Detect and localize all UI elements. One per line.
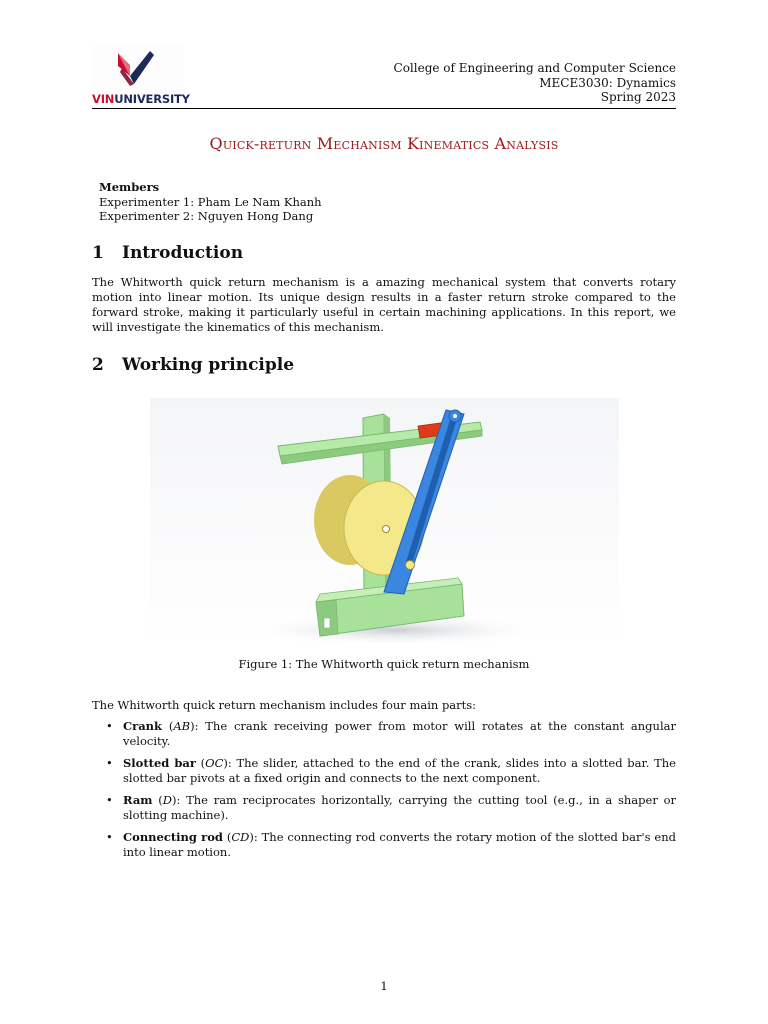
list-item: • Slotted bar (OC): The slider, attached to the end of the crank, slides into a slotted bar. The slotted bar pivots at a fixed origin and connects to the next component. — [106, 756, 676, 785]
part-symbol: AB — [173, 719, 191, 733]
parts-intro: The Whitworth quick return mechanism includes four main parts: — [92, 698, 477, 712]
part-term: Slotted bar — [123, 756, 196, 770]
page-number: 1 — [380, 979, 388, 993]
part-description: : The connecting rod converts the rotary motion of the slotted bar's end into linear motion. — [123, 830, 676, 859]
part-symbol: D — [162, 793, 172, 807]
members-label: Members — [99, 180, 160, 194]
member-line: Experimenter 1: Pham Le Nam Khanh — [99, 194, 322, 209]
logo-v-icon — [92, 46, 184, 92]
part-symbol: CD — [231, 830, 250, 844]
header-divider — [92, 108, 676, 109]
list-item: • Ram (D): The ram reciprocates horizontally, carrying the cutting tool (e.g., in a shaper or slotting machine). — [106, 793, 676, 822]
header-institution — [394, 61, 676, 105]
header-line-term: Spring 2023 — [600, 90, 676, 104]
vinuniversity-logo — [92, 46, 190, 106]
list-item: • Connecting rod (CD): The connecting rod converts the rotary motion of the slotted bar's end into linear motion. — [106, 830, 676, 859]
parts-list — [92, 719, 676, 867]
bullet-icon: • — [106, 719, 113, 733]
logo-wordmark-university: UNIVERSITY — [114, 92, 190, 106]
part-description: : The crank receiving power from motor will rotates at the constant angular velocity. — [123, 719, 676, 748]
header-line-course: MECE3030: Dynamics — [539, 75, 676, 90]
part-description: : The ram reciprocates horizontally, carrying the cutting tool (e.g., in a shaper or slotting machine). — [123, 793, 676, 822]
bullet-icon: • — [106, 756, 113, 770]
logo-wordmark-vin: VIN — [92, 92, 115, 106]
mechanism-illustration — [150, 398, 619, 647]
members-block — [99, 180, 322, 224]
part-description: : The slider, attached to the end of the crank, slides into a slotted bar. The slotted bar pivots at a fixed origin and connects to the next component. — [123, 756, 676, 785]
logo-wordmark — [92, 92, 190, 106]
section-title: Working principle — [122, 355, 295, 375]
figure-mechanism — [150, 398, 619, 647]
section-heading-working-principle — [92, 355, 294, 375]
section-number: 1 — [92, 243, 104, 263]
part-term: Connecting rod — [123, 830, 223, 844]
header-line-college: College of Engineering and Computer Science — [393, 61, 676, 75]
member-line: Experimenter 2: Nguyen Hong Dang — [99, 209, 314, 223]
bullet-icon: • — [106, 830, 113, 844]
part-term: Ram — [123, 793, 153, 807]
part-term: Crank — [123, 719, 162, 733]
section-title: Introduction — [122, 243, 244, 263]
document-title: Quick-return Mechanism Kinematics Analysis — [209, 134, 559, 153]
section-heading-introduction — [92, 243, 243, 263]
intro-paragraph: The Whitworth quick return mechanism is a amazing mechanical system that converts rotary motion into linear motion. Its unique design results in a faster return stroke compared to the forward stroke, making it particularly useful in certain machining applications. In this report, we will investigate the kinematics of this mechanism. — [92, 275, 676, 334]
section-number: 2 — [92, 355, 104, 375]
bullet-icon: • — [106, 793, 113, 807]
part-symbol: OC — [205, 756, 224, 770]
list-item: • Crank (AB): The crank receiving power from motor will rotates at the constant angular velocity. — [106, 719, 676, 748]
figure-caption: Figure 1: The Whitworth quick return mechanism — [238, 657, 530, 671]
